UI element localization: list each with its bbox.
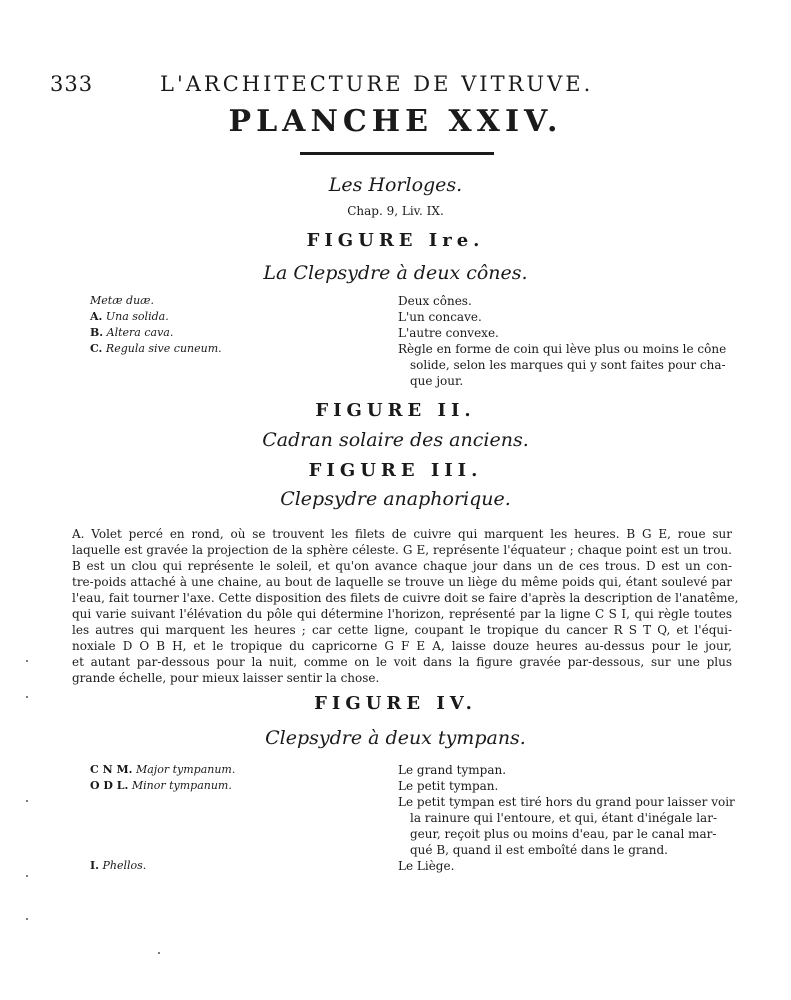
figure-1-french-legend [398,293,738,389]
margin-speck [26,875,28,877]
figure-4-latin-legend [90,762,235,794]
french-line: geur, reçoit plus ou moins d'eau, par le canal mar- [410,827,717,841]
plate-title: PLANCHE XXIV. [228,104,563,139]
french-line: L'autre convexe. [398,326,499,340]
figure-4-subtitle: Clepsydre à deux tympans. [265,727,526,749]
margin-speck [158,952,160,954]
paragraph-line: A. Volet percé en rond, où se trouvent les filets de cuivre qui marquent les heures. B G E, roue sur [72,527,732,541]
figure-4-heading: FIGURE IV. [314,693,477,714]
latin-item: C N M. Major tympanum. [90,763,236,776]
paragraph-line: grande échelle, pour mieux laisser sentir la chose. [72,671,380,685]
figure-1-latin-legend [90,293,222,357]
paragraph-line: qui varie suivant l'élévation du pôle qui détermine l'horizon, représenté par la ligne C S I, qui règle toutes [72,607,732,621]
latin-item: C. Regula sive cuneum. [90,342,222,355]
french-line: Le petit tympan est tiré hors du grand pour laisser voir [398,795,735,809]
figure-2-subtitle: Cadran solaire des anciens. [262,429,529,451]
french-line: la rainure qui l'entoure, et qui, étant d'inégale lar- [410,811,717,825]
paragraph-line: l'eau, fait tourner l'axe. Cette disposition des filets de cuivre doit se faire d'après la description de l'anatême, [72,591,739,605]
page-number: 333 [50,72,94,96]
figure-4-item-latin: I. Phellos. [90,859,147,872]
margin-speck [26,800,28,802]
figure-3-heading: FIGURE III. [308,460,483,481]
paragraph-line: tre-poids attaché à une chaine, au bout de laquelle se trouve un liège du même poids qui, étant soulevé par [72,575,732,589]
figure-1-heading: FIGURE Ire. [306,230,485,251]
french-line: solide, selon les marques qui y sont faites pour cha- [410,358,726,372]
french-line: Le grand tympan. [398,763,507,777]
figure-4-item-french: Le Liège. [398,859,455,873]
section-title: Les Horloges. [328,174,463,196]
figure-4-french-legend [398,762,738,858]
title-rule [300,152,494,155]
latin-item: B. Altera cava. [90,326,174,339]
paragraph-line: les autres qui marquent les heures ; car cette ligne, coupant le tropique du cancer R S T Q, et l'équi- [72,623,732,637]
latin-item: A. Una solida. [90,310,169,323]
french-line: que jour. [410,374,464,388]
figure-1-subtitle: La Clepsydre à deux cônes. [263,262,528,284]
paragraph-line: et autant par-dessous pour la nuit, comme on le voit dans la figure gravée par-dessous, sur une plus [72,655,732,669]
figure-2-heading: FIGURE II. [315,400,476,421]
paragraph-line: B est un clou qui représente le soleil, et qu'on avance chaque jour dans un de ces trous. D est un con- [72,559,732,573]
latin-item: Metæ duæ. [90,294,154,307]
latin-item: O D L. Minor tympanum. [90,779,232,792]
section-reference: Chap. 9, Liv. IX. [347,204,444,218]
figure-3-paragraph [72,526,739,686]
running-title: L'ARCHITECTURE DE VITRUVE. [160,72,594,96]
figure-3-subtitle: Clepsydre anaphorique. [280,488,511,510]
french-line: qué B, quand il est emboîté dans le grand. [410,843,668,857]
margin-speck [26,918,28,920]
margin-speck [26,696,28,698]
french-line: L'un concave. [398,310,482,324]
margin-speck [26,660,28,662]
french-line: Deux cônes. [398,294,472,308]
french-line: Règle en forme de coin qui lève plus ou moins le cône [398,342,727,356]
french-line: Le petit tympan. [398,779,499,793]
paragraph-line: laquelle est gravée la projection de la sphère céleste. G E, représente l'équateur ; chaque point est un trou. [72,543,732,557]
paragraph-line: noxiale D O B H, et le tropique du capricorne G F E A, laisse douze heures au-dessus pour le jour, [72,639,732,653]
